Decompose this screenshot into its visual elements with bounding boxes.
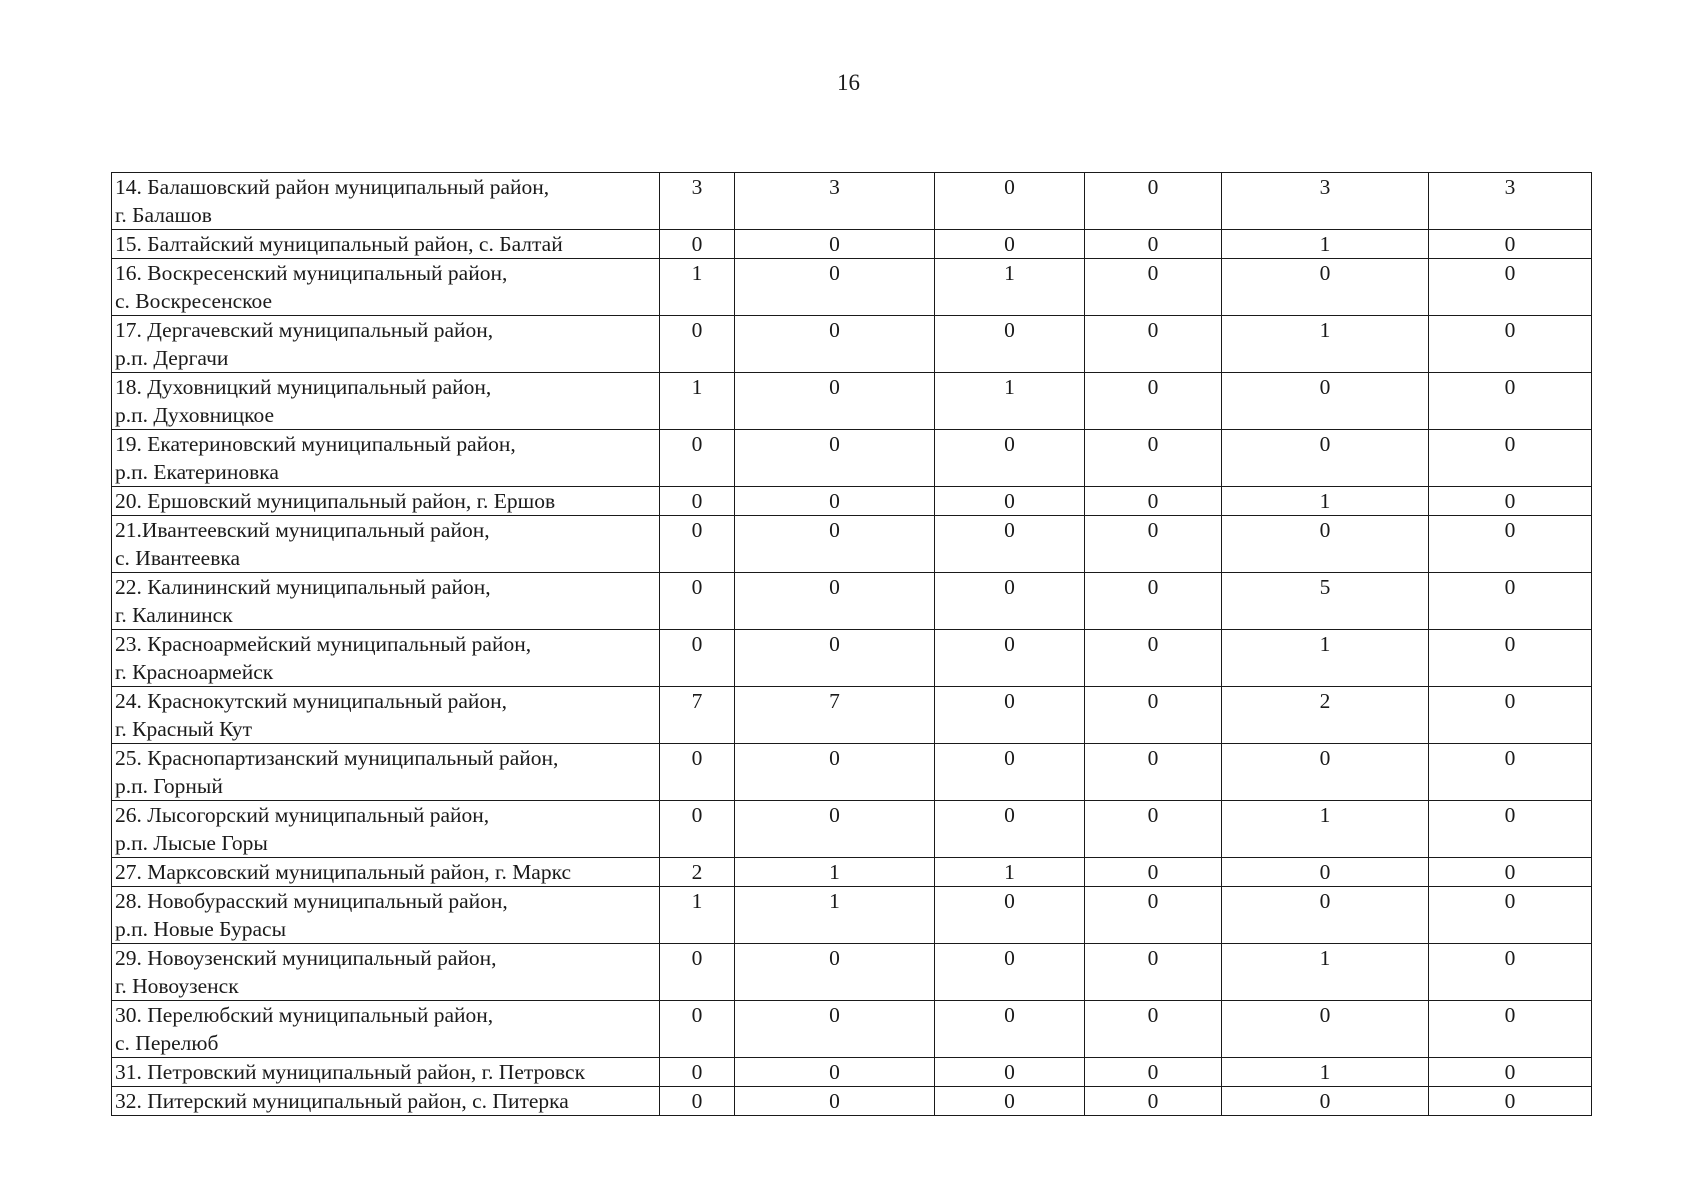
district-name-cell [112,373,660,430]
value-cell: 0 [1222,516,1429,573]
value-cell: 0 [660,744,735,801]
value-cell: 1 [935,858,1085,887]
value-cell: 0 [1429,430,1592,487]
district-name-cell [112,801,660,858]
district-name-line: 25. Краснопартизанский муниципальный район, [115,746,559,770]
value-cell: 0 [735,1058,935,1087]
table-row [112,944,1592,1001]
value-cell: 0 [1085,1087,1222,1116]
value-cell: 0 [1085,687,1222,744]
table-row [112,373,1592,430]
value-cell: 0 [935,487,1085,516]
value-cell: 0 [1085,373,1222,430]
district-name-line: 27. Марксовский муниципальный район, г. Маркс [115,860,572,884]
value-cell: 0 [1222,1001,1429,1058]
value-cell: 0 [735,573,935,630]
table-row [112,801,1592,858]
value-cell: 0 [660,944,735,1001]
district-name-cell [112,230,660,259]
value-cell: 0 [1429,687,1592,744]
value-cell: 0 [735,801,935,858]
value-cell: 0 [735,944,935,1001]
district-name-line: г. Новоузенск [115,974,239,998]
value-cell: 0 [735,373,935,430]
value-cell: 1 [1222,230,1429,259]
value-cell: 0 [1085,173,1222,230]
value-cell: 0 [1085,230,1222,259]
value-cell: 0 [935,801,1085,858]
district-name-cell [112,487,660,516]
value-cell: 0 [660,487,735,516]
district-name-line: р.п. Новые Бурасы [115,917,287,941]
district-name-line: с. Воскресенское [115,289,273,313]
district-name-line: 23. Красноармейский муниципальный район, [115,632,532,656]
district-name-cell [112,630,660,687]
table-body [112,173,1592,1116]
district-name-line: 21.Ивантеевский муниципальный район, [115,518,490,542]
value-cell: 1 [935,259,1085,316]
value-cell: 1 [935,373,1085,430]
district-name-line: 24. Краснокутский муниципальный район, [115,689,508,713]
value-cell: 0 [1085,316,1222,373]
value-cell: 0 [1085,801,1222,858]
district-name-line: 15. Балтайский муниципальный район, с. Балтай [115,232,563,256]
value-cell: 0 [1429,887,1592,944]
value-cell: 5 [1222,573,1429,630]
value-cell: 0 [660,573,735,630]
value-cell: 0 [935,1001,1085,1058]
value-cell: 3 [1222,173,1429,230]
value-cell: 0 [1429,630,1592,687]
value-cell: 0 [1222,887,1429,944]
district-name-cell [112,259,660,316]
district-name-line: р.п. Горный [115,774,223,798]
value-cell: 0 [1429,259,1592,316]
table-row [112,858,1592,887]
value-cell: 0 [1429,516,1592,573]
value-cell: 0 [1085,858,1222,887]
district-name-line: р.п. Дергачи [115,346,229,370]
district-name-line: г. Красный Кут [115,717,253,741]
district-name-line: с. Перелюб [115,1031,219,1055]
value-cell: 0 [1222,373,1429,430]
value-cell: 7 [660,687,735,744]
district-name-line: 30. Перелюбский муниципальный район, [115,1003,494,1027]
value-cell: 0 [1429,1058,1592,1087]
district-name-cell [112,1058,660,1087]
table-row [112,259,1592,316]
district-name-cell [112,516,660,573]
value-cell: 0 [1085,744,1222,801]
page-number: 16 [837,70,860,95]
value-cell: 0 [735,316,935,373]
value-cell: 2 [1222,687,1429,744]
value-cell: 0 [935,230,1085,259]
value-cell: 0 [1429,230,1592,259]
value-cell: 0 [935,430,1085,487]
value-cell: 3 [660,173,735,230]
value-cell: 1 [1222,944,1429,1001]
value-cell: 0 [1429,316,1592,373]
table-row [112,744,1592,801]
value-cell: 0 [735,1001,935,1058]
district-name-line: 18. Духовницкий муниципальный район, [115,375,492,399]
district-name-cell [112,944,660,1001]
value-cell: 0 [660,230,735,259]
value-cell: 0 [1429,801,1592,858]
value-cell: 0 [1085,259,1222,316]
table-row [112,887,1592,944]
table-row [112,1087,1592,1116]
district-name-cell [112,887,660,944]
value-cell: 0 [660,1058,735,1087]
value-cell: 1 [1222,316,1429,373]
value-cell: 0 [660,430,735,487]
district-name-cell [112,430,660,487]
value-cell: 1 [1222,1058,1429,1087]
value-cell: 0 [935,316,1085,373]
table-row [112,573,1592,630]
value-cell: 0 [1222,1087,1429,1116]
value-cell: 0 [1429,944,1592,1001]
value-cell: 1 [660,373,735,430]
district-name-line: г. Балашов [115,203,212,227]
table-row [112,687,1592,744]
value-cell: 0 [935,573,1085,630]
district-name-line: 17. Дергачевский муниципальный район, [115,318,494,342]
value-cell: 0 [735,1087,935,1116]
value-cell: 7 [735,687,935,744]
value-cell: 0 [660,316,735,373]
district-name-cell [112,173,660,230]
value-cell: 0 [1429,487,1592,516]
value-cell: 0 [735,430,935,487]
value-cell: 0 [735,230,935,259]
table-row [112,230,1592,259]
value-cell: 0 [1085,573,1222,630]
table-row [112,516,1592,573]
district-name-line: 29. Новоузенский муниципальный район, [115,946,497,970]
value-cell: 1 [1222,801,1429,858]
value-cell: 0 [1429,744,1592,801]
value-cell: 0 [660,1087,735,1116]
district-name-cell [112,744,660,801]
value-cell: 0 [935,630,1085,687]
value-cell: 0 [1085,1001,1222,1058]
value-cell: 0 [1085,516,1222,573]
value-cell: 0 [1085,887,1222,944]
value-cell: 0 [935,173,1085,230]
value-cell: 2 [660,858,735,887]
district-name-line: р.п. Лысые Горы [115,831,268,855]
value-cell: 0 [735,744,935,801]
value-cell: 0 [1429,1087,1592,1116]
value-cell: 0 [935,887,1085,944]
value-cell: 0 [1222,744,1429,801]
value-cell: 0 [660,1001,735,1058]
table-row [112,173,1592,230]
district-name-line: 31. Петровский муниципальный район, г. Петровск [115,1060,586,1084]
district-name-cell [112,858,660,887]
district-name-cell [112,687,660,744]
district-name-cell [112,316,660,373]
value-cell: 0 [1085,430,1222,487]
value-cell: 0 [935,1087,1085,1116]
district-name-line: 16. Воскресенский муниципальный район, [115,261,508,285]
value-cell: 1 [1222,630,1429,687]
value-cell: 0 [935,944,1085,1001]
value-cell: 0 [1429,1001,1592,1058]
district-name-line: 28. Новобурасский муниципальный район, [115,889,508,913]
value-cell: 3 [735,173,935,230]
value-cell: 0 [660,630,735,687]
value-cell: 3 [1429,173,1592,230]
value-cell: 1 [1222,487,1429,516]
value-cell: 0 [935,687,1085,744]
value-cell: 0 [1085,487,1222,516]
district-name-cell [112,1087,660,1116]
value-cell: 0 [660,801,735,858]
value-cell: 0 [1222,259,1429,316]
table-row [112,1058,1592,1087]
district-name-line: 20. Ершовский муниципальный район, г. Ершов [115,489,556,513]
value-cell: 0 [1429,858,1592,887]
value-cell: 0 [935,516,1085,573]
value-cell: 0 [1085,944,1222,1001]
table-row [112,1001,1592,1058]
table-row [112,316,1592,373]
value-cell: 0 [735,516,935,573]
value-cell: 0 [1222,430,1429,487]
district-name-cell [112,573,660,630]
district-name-line: 22. Калининский муниципальный район, [115,575,491,599]
value-cell: 0 [735,630,935,687]
district-name-line: р.п. Екатериновка [115,460,279,484]
district-name-line: с. Ивантеевка [115,546,241,570]
value-cell: 0 [1429,373,1592,430]
value-cell: 0 [1222,858,1429,887]
district-name-line: р.п. Духовницкое [115,403,275,427]
value-cell: 1 [735,887,935,944]
district-name-line: г. Калининск [115,603,233,627]
value-cell: 1 [660,887,735,944]
table-row [112,430,1592,487]
value-cell: 0 [1085,630,1222,687]
value-cell: 0 [660,516,735,573]
value-cell: 0 [735,259,935,316]
value-cell: 0 [935,1058,1085,1087]
value-cell: 0 [735,487,935,516]
value-cell: 0 [1085,1058,1222,1087]
value-cell: 0 [1429,573,1592,630]
value-cell: 1 [660,259,735,316]
table-row [112,487,1592,516]
district-name-line: 26. Лысогорский муниципальный район, [115,803,490,827]
district-name-line: 32. Питерский муниципальный район, с. Питерка [115,1089,569,1113]
table-row [112,630,1592,687]
district-name-line: 19. Екатериновский муниципальный район, [115,432,516,456]
district-name-cell [112,1001,660,1058]
district-data-table [111,172,1592,1116]
district-name-line: г. Красноармейск [115,660,274,684]
value-cell: 0 [935,744,1085,801]
district-name-line: 14. Балашовский район муниципальный район, [115,175,550,199]
value-cell: 1 [735,858,935,887]
